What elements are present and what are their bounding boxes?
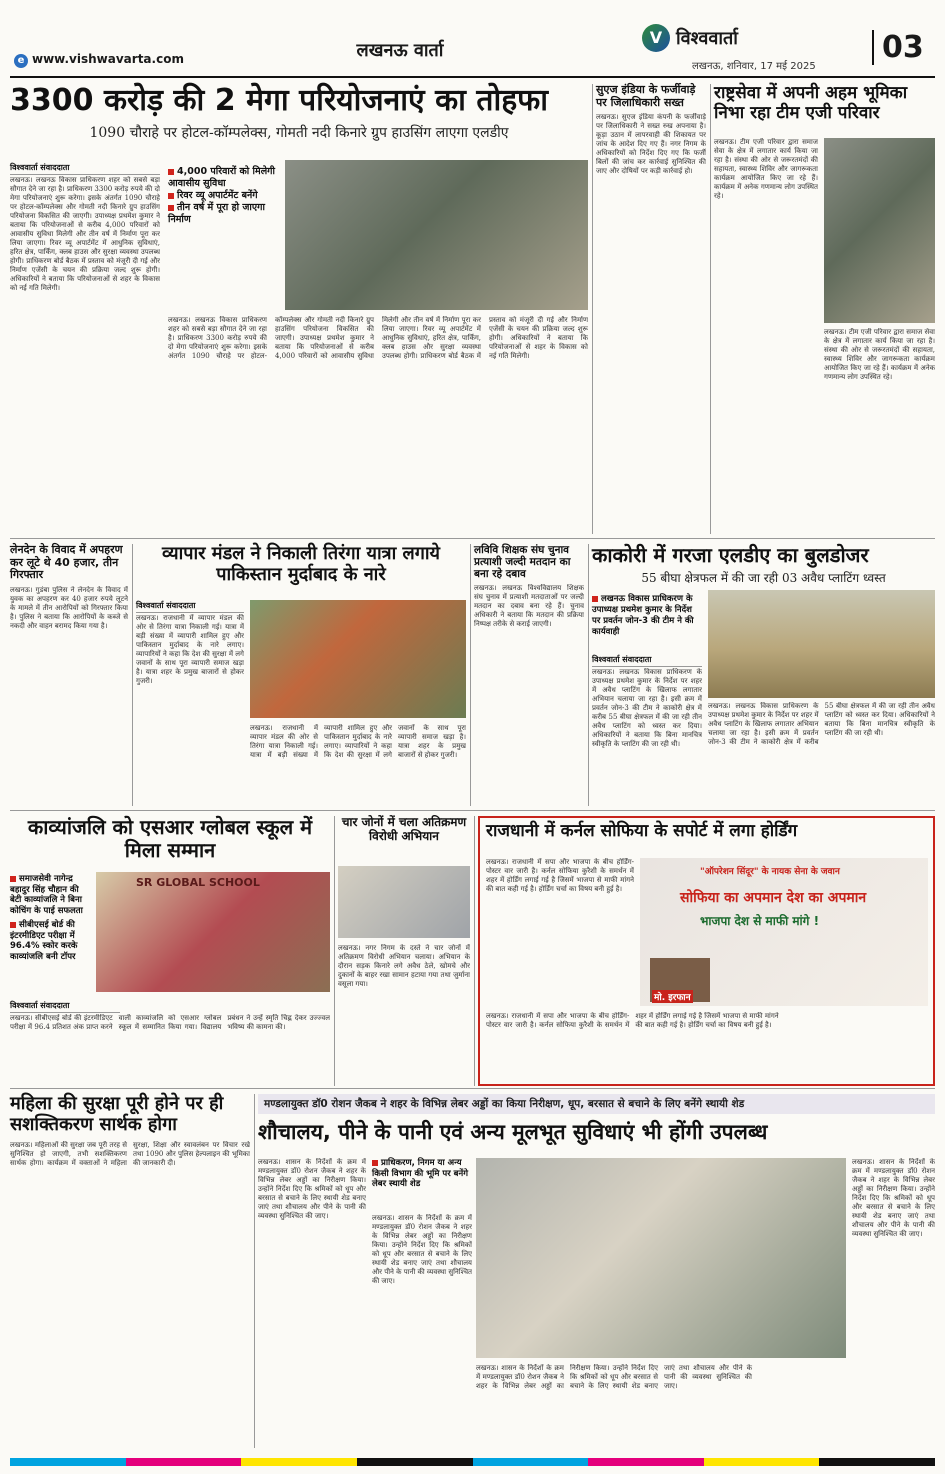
article-body: लखनऊ। राजधानी में व्यापार मंडल की ओर से तिरंगा यात्रा निकाली गई। यात्रा में बड़ी संख्या में व्यापारी शामिल हुए और पाकिस्तान मुर्दाबाद के नारे लगाए। व्यापारियों ने कहा कि देश की सुरक्षा में लगे जवानों के साथ पूरा व्यापारी समाज खड़ा है। यात्रा शहर के प्रमुख बाजारों से होकर गुजरी। (136, 614, 244, 685)
color-swatch (241, 1458, 357, 1466)
headline[interactable]: काव्यांजलि को एसआर ग्लोबल स्कूल में मिला सम्मान (27, 815, 313, 862)
meeting-photo (285, 160, 588, 310)
headline[interactable]: 3300 करोड़ की 2 मेगा परियोजनाएं का तोहफा (10, 83, 549, 118)
story-kidnap (10, 544, 128, 806)
article-body-bottom: लखनऊ। शासन के निर्देशों के क्रम में मण्डलायुक्त डॉ0 रोशन जैकब ने शहर के विभिन्न लेबर अड्डों का निरीक्षण किया। उन्होंने निर्देश दिए कि श्रमिकों को धूप और बरसात से बचाने के लिए स्थायी शेड बनाए जाएं तथा शौचालय और पीने के पानी की व्यवस्था सुनिश्चित की जाए। (476, 1364, 752, 1390)
headline[interactable]: चार जोनों में चला अतिक्रमण विरोधी अभियान (341, 815, 467, 843)
bullet: रिवर व्यू अपार्टमेंट बनेंगे (168, 190, 278, 202)
article-body: लखनऊ। लखनऊ विश्वविद्यालय शिक्षक संघ चुनाव में प्रत्याशी मतदाताओं पर जल्दी मतदान का दबाव बना रहे हैं। चुनाव अधिकारी ने बताया कि मतदान की प्रक्रिया निष्पक्ष तरीके से कराई जाएगी। (474, 584, 584, 629)
byline: विश्ववार्ता संवाददाता (136, 600, 244, 613)
headline[interactable]: महिला की सुरक्षा पूरी होने पर ही सशक्तिकरण सार्थक होगा (10, 1093, 224, 1135)
color-swatch (473, 1458, 589, 1466)
kicker: मण्डलायुक्त डॉ0 रोशन जैकब ने शहर के विभिन्न लेबर अड्डों का किया निरीक्षण, धूप, बरसात से बचाने के लिए बनेंगे स्थायी शेड (258, 1094, 935, 1114)
story-women-safety (10, 1094, 250, 1448)
registration-bar (10, 1458, 935, 1466)
article-body: लखनऊ। गुडंबा पुलिस ने लेनदेन के विवाद में युवक का अपहरण कर 40 हजार रुपये लूटने के मामले में तीन आरोपियों को गिरफ्तार किया है। पुलिस ने बताया कि आरोपियों के कब्जे से नकदी और वाहन बरामद किया गया है। (10, 585, 128, 630)
color-swatch (357, 1458, 473, 1466)
story-luu-election (474, 544, 584, 806)
color-swatch (588, 1458, 704, 1466)
highlights (10, 874, 90, 962)
headline[interactable]: राष्ट्रसेवा में अपनी अहम भूमिका निभा रहा टीम एजी परिवार (714, 83, 908, 123)
headline[interactable]: राजधानी में कर्नल सोफिया के सपोर्ट में लगा होर्डिंग (486, 821, 798, 841)
color-swatch (819, 1458, 935, 1466)
headline[interactable]: सुएज इंडिया के फर्जीवाड़े पर जिलाधिकारी सख्त (596, 83, 696, 109)
story-labour-shed (258, 1094, 935, 1448)
article-body-cont: लखनऊ। लखनऊ विकास प्राधिकरण शहर को सबसे बड़ा सौगात देने जा रहा है। प्राधिकरण 3300 करोड़ रुपये की दो मेगा परियोजनाएं शुरू करेगा। इसके अंतर्गत 1090 चौराहे पर होटल-कॉम्पलेक्स और गोमती नदी किनारे ग्रुप हाउसिंग परियोजना विकसित की जाएगी। उपाध्यक्ष प्रथमेश कुमार ने बताया कि परियोजनाओं से करीब 4,000 परिवारों को आवासीय सुविधा मिलेगी और तीन वर्ष में निर्माण पूरा कर लिया जाएगा। रिवर व्यू अपार्टमेंट में आधुनिक सुविधाएं, हरित क्षेत्र, पार्किंग, क्लब हाउस और सुरक्षा व्यवस्था उपलब्ध होगी। प्राधिकरण बोर्ड बैठक में प्रस्ताव को मंजूरी दी गई और निर्माण एजेंसी के चयन की प्रक्रिया जल्द शुरू होगी। अधिकारियों ने बताया कि परियोजनाओं से शहर के विकास को नई गति मिलेगी। (168, 316, 588, 360)
article-body: लखनऊ। सीबीएसई बोर्ड की इंटरमीडिएट परीक्षा में 96.4 प्रतिशत अंक प्राप्त करने वाली काव्यांजलि को एसआर ग्लोबल स्कूल में सम्मानित किया गया। विद्यालय प्रबंधन ने उन्हें स्मृति चिह्न देकर उज्ज्वल भविष्य की कामना की। (10, 1014, 330, 1031)
section-title: लखनऊ वार्ता (356, 40, 444, 61)
color-swatch (704, 1458, 820, 1466)
globe-icon: V (642, 24, 670, 52)
article-body: लखनऊ। शासन के निर्देशों के क्रम में मण्डलायुक्त डॉ0 रोशन जैकब ने शहर के विभिन्न लेबर अड्डों का निरीक्षण किया। उन्होंने निर्देश दिए कि श्रमिकों को धूप और बरसात से बचाने के लिए स्थायी शेड बनाए जाएं तथा शौचालय और पीने के पानी की व्यवस्था सुनिश्चित की जाए। (258, 1158, 366, 1220)
headline[interactable]: शौचालय, पीने के पानी एवं अन्य मूलभूत सुविधाएं भी होंगी उपलब्ध (258, 1120, 768, 1144)
rally-photo (250, 600, 466, 718)
byline: विश्ववार्ता संवाददाता (592, 654, 702, 667)
headline[interactable]: लेनदेन के विवाद में अपहरण कर लूटे थे 40 हजार, तीन गिरफ्तार (10, 543, 123, 582)
bullet: समाजसेवी नागेन्द्र बहादुर सिंह चौहान की बेटी काव्यांजलि ने बिना कोचिंग के पाई सफलता (10, 874, 83, 916)
story-team-ag (714, 84, 935, 534)
article-body: लखनऊ। टीम एजी परिवार द्वारा समाज सेवा के क्षेत्र में लगातार कार्य किया जा रहा है। संस्था की ओर से जरूरतमंदों की सहायता, स्वास्थ्य शिविर और जागरूकता कार्यक्रम आयोजित किए जा रहे हैं। कार्यक्रम में अनेक गणमान्य लोग उपस्थित रहे। (714, 138, 818, 200)
story-tiranga-yatra (136, 544, 466, 806)
subhead: 1090 चौराहे पर होटल-कॉम्पलेक्स, गोमती नदी किनारे ग्रुप हाउसिंग लाएगा एलडीए (89, 124, 509, 141)
bullet: सीबीएसई बोर्ड की इंटरमीडिएट परीक्षा में 96.4% स्कोर करके काव्यांजलि बनी टॉपर (10, 920, 78, 962)
byline: विश्ववार्ता संवाददाता (10, 162, 160, 175)
bullet: लखनऊ विकास प्राधिकरण के उपाध्यक्ष प्रथमेश कुमार के निर्देश पर प्रवर्तन जोन-3 की टीम ने की कार्यवाही (592, 594, 694, 637)
story-mega-projects (10, 84, 588, 534)
clock-tower-photo (338, 866, 470, 938)
story-encroachment (338, 816, 470, 1086)
headline[interactable]: काकोरी में गरजा एलडीए का बुलडोजर (592, 543, 869, 567)
article-body-cont: लखनऊ। राजधानी में व्यापार मंडल की ओर से तिरंगा यात्रा निकाली गई। यात्रा में बड़ी संख्या में व्यापारी शामिल हुए और पाकिस्तान मुर्दाबाद के नारे लगाए। व्यापारियों ने कहा कि देश की सुरक्षा में लगे जवानों के साथ पूरा व्यापारी समाज खड़ा है। यात्रा शहर के प्रमुख बाजारों से होकर गुजरी। (250, 724, 466, 759)
masthead (0, 0, 945, 78)
dateline: लखनऊ, शनिवार, 17 मई 2025 (692, 61, 816, 72)
headline[interactable]: व्यापार मंडल ने निकाली तिरंगा यात्रा लगाये पाकिस्तान मुर्दाबाद के नारे (162, 543, 440, 585)
article-body: लखनऊ। महिलाओं की सुरक्षा जब पूरी तरह से सुनिश्चित हो जाएगी, तभी सशक्तिकरण सार्थक होगा। कार्यक्रम में वक्ताओं ने महिला सुरक्षा, शिक्षा और स्वावलंबन पर विचार रखे तथा 1090 और पुलिस हेल्पलाइन की भूमिका की जानकारी दी। (10, 1141, 250, 1168)
article-body-cont: लखनऊ। लखनऊ विकास प्राधिकरण के उपाध्यक्ष प्रथमेश कुमार के निर्देश पर शहर में अवैध प्लाटिंग के खिलाफ लगातार अभियान चलाया जा रहा है। इसी क्रम में प्रवर्तन जोन-3 की टीम ने काकोरी क्षेत्र में करीब 55 बीघा क्षेत्रफल में की जा रही तीन अवैध प्लाटिंग को ध्वस्त कर दिया। अधिकारियों ने बताया कि बिना मानचित्र स्वीकृति के प्लाटिंग की जा रही थी। (708, 702, 935, 746)
color-swatch (10, 1458, 126, 1466)
article-body: लखनऊ। सुएज इंडिया कंपनी के फर्जीवाड़े पर जिलाधिकारी ने सख्त रुख अपनाया है। कूड़ा उठान में लापरवाही की शिकायत पर जांच के आदेश दिए गए हैं। नगर निगम के अधिकारियों को निर्देश दिए गए कि फर्जी बिलों की जांच कर कार्रवाई सुनिश्चित की जाए और दोषियों पर कड़ी कार्रवाई हो। (596, 113, 706, 176)
header-rule (10, 76, 935, 78)
story-kavyanjali (10, 816, 330, 1086)
site-url[interactable]: e www.vishwavarta.com (14, 52, 184, 68)
subhead: 55 बीघा क्षेत्रफल में की जा रही 03 अवैध प्लाटिंग ध्वस्त (641, 571, 886, 585)
article-body-cont: लखनऊ। टीम एजी परिवार द्वारा समाज सेवा के क्षेत्र में लगातार कार्य किया जा रहा है। संस्था की ओर से जरूरतमंदों की सहायता, स्वास्थ्य शिविर और जागरूकता कार्यक्रम आयोजित किए जा रहे हैं। कार्यक्रम में अनेक गणमान्य लोग उपस्थित रहे। (824, 328, 935, 381)
felicitation-photo: SR GLOBAL SCHOOL (96, 872, 330, 992)
article-body: लखनऊ। राजधानी में सपा और भाजपा के बीच होर्डिंग-पोस्टर वार जारी है। कर्नल सोफिया कुरैशी के समर्थन में शहर में होर्डिंग लगाई गई है जिसमें भाजपा से माफी मांगने की बात कही गई है। होर्डिंग चर्चा का विषय बनी हुई है। (486, 858, 634, 893)
article-body-cont: लखनऊ। शासन के निर्देशों के क्रम में मण्डलायुक्त डॉ0 रोशन जैकब ने शहर के विभिन्न लेबर अड्डों का निरीक्षण किया। उन्होंने निर्देश दिए कि श्रमिकों को धूप और बरसात से बचाने के लिए स्थायी शेड बनाए जाएं तथा शौचालय और पीने के पानी की व्यवस्था सुनिश्चित की जाए। (372, 1214, 472, 1285)
bullet: तीन वर्ष में पूरा हो जाएगा निर्माण (168, 202, 265, 225)
bulldozer-photo (708, 590, 935, 698)
article-body: लखनऊ। नगर निगम के दस्ते ने चार जोनों में अतिक्रमण विरोधी अभियान चलाया। अभियान के दौरान सड़क किनारे लगे अवैध ठेले, खोमचे और दुकानों के बाहर रखा सामान हटाया गया तथा जुर्माना वसूला गया। (338, 944, 470, 988)
hoarding-photo: "ऑपरेशन सिंदूर" के नायक सेना के जवान सोफिया का अपमान देश का अपमान भाजपा देश से माफी मांगे ! मो. इरफान (640, 858, 928, 1006)
brand-logo: V विश्ववार्ता (642, 24, 738, 52)
page-number: 03 (872, 30, 924, 65)
story-col-sofia (478, 816, 935, 1086)
article-body: लखनऊ। लखनऊ विकास प्राधिकरण शहर को सबसे बड़ा सौगात देने जा रहा है। प्राधिकरण 3300 करोड़ रुपये की दो मेगा परियोजनाएं शुरू करेगा। इसके अंतर्गत 1090 चौराहे पर होटल-कॉम्पलेक्स और गोमती नदी किनारे ग्रुप हाउसिंग परियोजना विकसित की जाएगी। उपाध्यक्ष प्रथमेश कुमार ने बताया कि परियोजनाओं से करीब 4,000 परिवारों को आवासीय सुविधा मिलेगी और तीन वर्ष में निर्माण पूरा कर लिया जाएगा। रिवर व्यू अपार्टमेंट में आधुनिक सुविधाएं, हरित क्षेत्र, पार्किंग, क्लब हाउस और सुरक्षा व्यवस्था उपलब्ध होगी। प्राधिकरण बोर्ड बैठक में प्रस्ताव को मंजूरी दी गई और निर्माण एजेंसी के चयन की प्रक्रिया जल्द शुरू होगी। अधिकारियों ने बताया कि परियोजनाओं से शहर के विकास को नई गति मिलेगी। (10, 176, 160, 292)
story-suez (596, 84, 706, 534)
byline: विश्ववार्ता संवाददाता (10, 1000, 120, 1013)
inspection-photo (476, 1158, 846, 1358)
article-body: लखनऊ। लखनऊ विकास प्राधिकरण के उपाध्यक्ष प्रथमेश कुमार के निर्देश पर शहर में अवैध प्लाटिंग के खिलाफ लगातार अभियान चलाया जा रहा है। इसी क्रम में प्रवर्तन जोन-3 की टीम ने काकोरी क्षेत्र में करीब 55 बीघा क्षेत्रफल में की जा रही तीन अवैध प्लाटिंग को ध्वस्त कर दिया। अधिकारियों ने बताया कि बिना मानचित्र स्वीकृति के प्लाटिंग की जा रही थी। (592, 668, 702, 748)
browser-icon: e (14, 54, 28, 68)
highlights (168, 166, 278, 226)
bullet: 4,000 परिवारों को मिलेगी आवासीय सुविधा (168, 166, 275, 189)
headline[interactable]: लविवि शिक्षक संघ चुनाव प्रत्याशी जल्दी मतदान का बना रहे दबाव (474, 544, 571, 581)
bullet: प्राधिकरण, निगम या अन्य किसी विभाग की भूमि पर बनेंगे लेबर स्थायी शेड (372, 1158, 469, 1189)
color-swatch (126, 1458, 242, 1466)
event-photo (824, 138, 935, 323)
story-kakori-bulldozer (592, 544, 935, 806)
article-body-side: लखनऊ। शासन के निर्देशों के क्रम में मण्डलायुक्त डॉ0 रोशन जैकब ने शहर के विभिन्न लेबर अड्डों का निरीक्षण किया। उन्होंने निर्देश दिए कि श्रमिकों को धूप और बरसात से बचाने के लिए स्थायी शेड बनाए जाएं तथा शौचालय और पीने के पानी की व्यवस्था सुनिश्चित की जाए। (852, 1158, 935, 1238)
article-body-cont: लखनऊ। राजधानी में सपा और भाजपा के बीच होर्डिंग-पोस्टर वार जारी है। कर्नल सोफिया कुरैशी के समर्थन में शहर में होर्डिंग लगाई गई है जिसमें भाजपा से माफी मांगने की बात कही गई है। होर्डिंग चर्चा का विषय बनी हुई है। (486, 1012, 779, 1029)
